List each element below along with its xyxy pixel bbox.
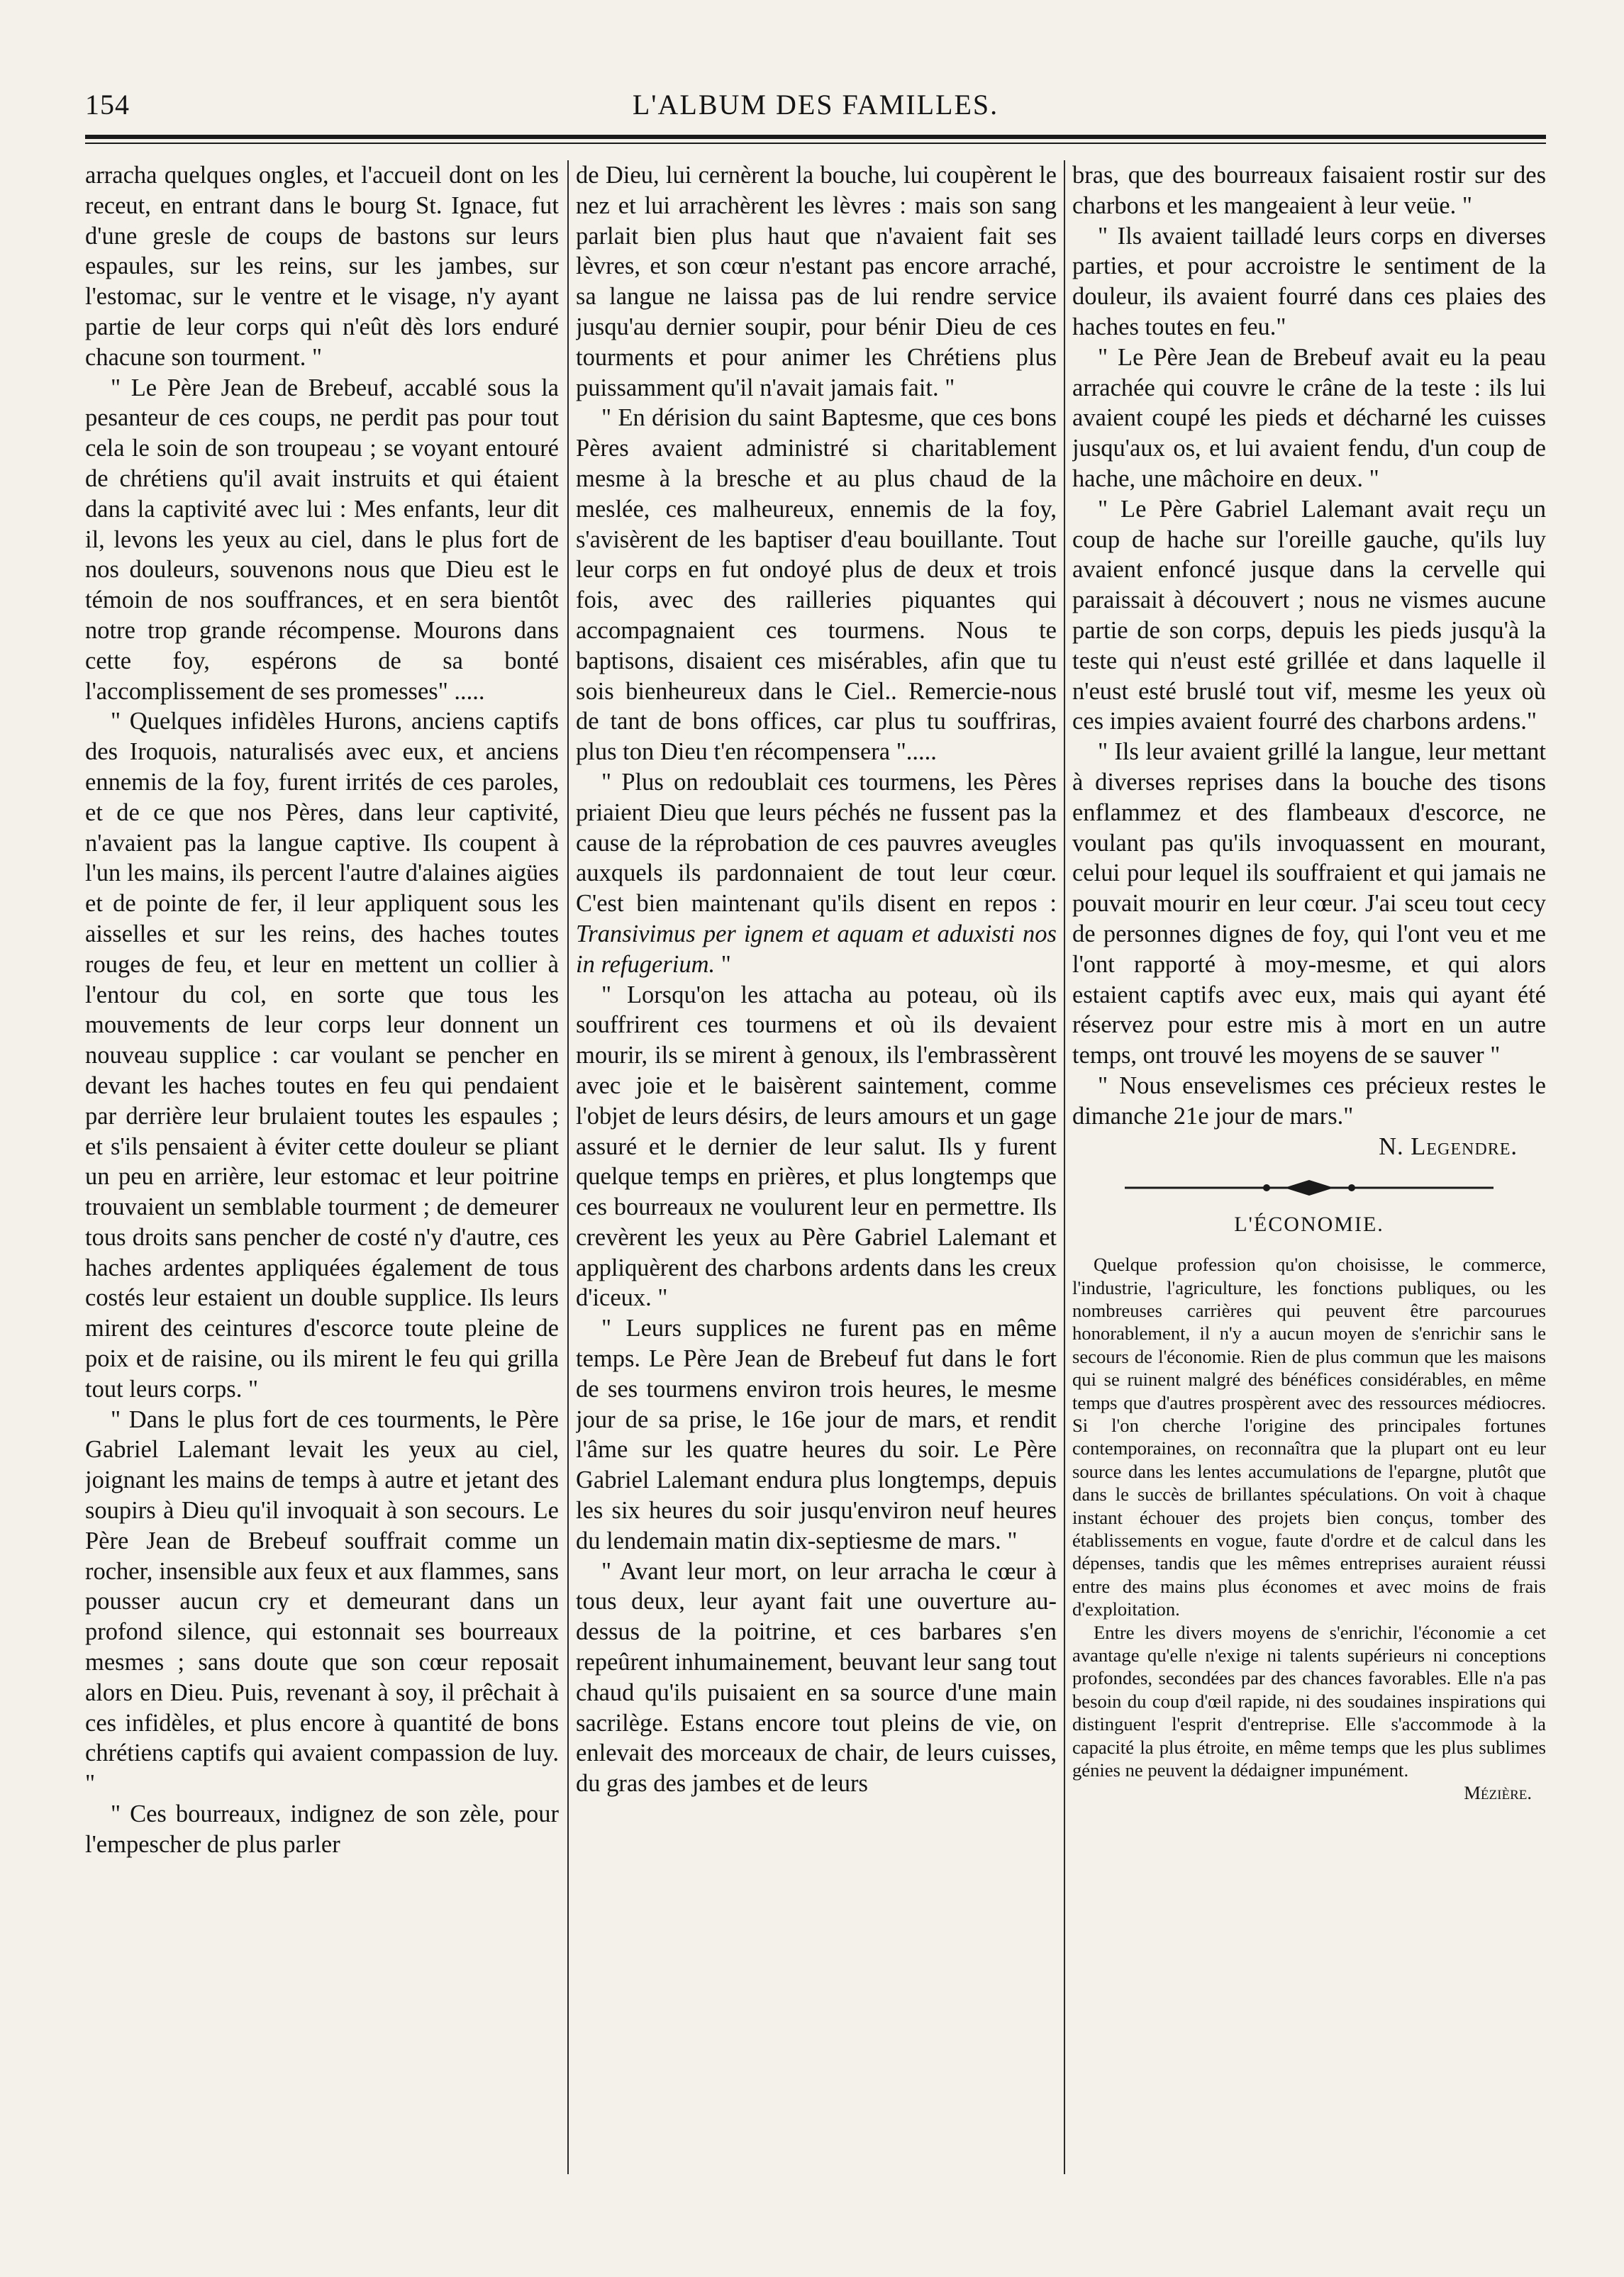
paragraph: " Ces bourreaux, indignez de son zèle, pour l'empescher de plus parler — [85, 1800, 559, 1858]
paragraph: " En dérision du saint Baptesme, que ces bons Pères avaient administré si charitablement mesme à la bresche et au plus chaud de la meslée, ces malheureux, ennemis de la foy, s'avisèrent de les baptiser d'eau bouillante. Tout leur corps en fut ondoyé plus de deux et trois fois, avec des railleries piquantes qui accompagnaient ces tourmens. Nous te baptisons, disaient ces misérables, afin que tu sois bienheureux dans le Ciel.. Remercie-nous de tant de bons offices, car plus tu souffriras, plus ton Dieu t'en récompensera "..... — [576, 404, 1057, 766]
column-2 — [576, 160, 1057, 2245]
journal-title: L'ALBUM DES FAMILLES. — [632, 89, 999, 121]
economie-article — [1072, 1253, 1546, 1805]
column-divider-2 — [1064, 160, 1065, 2174]
paragraph: de Dieu, lui cernèrent la bouche, lui coupèrent le nez et lui arrachèrent les lèvres : mais son sang parlait bien plus haut que n'avaient fait ses lèvres, et son cœur n'estant pas encore arraché, sa langue ne laissa pas de lui rendre service jusqu'au dernier soupir, pour bénir Dieu de ces tourments et pour animer les Chrétiens plus puissamment qu'il n'avait jamais fait. " — [576, 162, 1057, 401]
paragraph: " Ils avaient tailladé leurs corps en diverses parties, et pour accroistre le sentiment de la douleur, ils avaient fourré dans ces plaies des haches toutes en feu." — [1072, 222, 1546, 340]
paragraph: " Le Père Jean de Brebeuf avait eu la peau arrachée qui couvre le crâne de la teste : ils lui avaient coupé les pieds et décharné les cuisses jusqu'aux os, et lui avaient fendu, d'un coup de hache, une mâchoire en deux. " — [1072, 343, 1546, 492]
paragraph: " Quelques infidèles Hurons, anciens captifs des Iroquois, naturalisés avec eux, et anciens ennemis de la foy, furent irrités de ces paroles, et de ce que nos Pères, dans leur captivité, n'avaient pas la langue captive. Ils coupent à l'un les mains, ils percent l'autre d'alaines aigües et de pointe de fer, il leur appliquent sous les aisselles et sur les reins, des haches toutes rouges de feu, et leur en mettent un collier à l'entour du col, en sorte que tous les mouvements de leur corps leur donnent un nouveau supplice : car voulant se pencher en devant les haches toutes en feu qui pendaient par derrière leur brulaient toutes les espaules ; et s'ils pensaient à éviter cette douleur se pliant un peu en arrière, leur estomac et leur poitrine trouvaient un semblable tourment ; de demeurer tous droits sans pencher de costé n'y d'autre, ces haches ardentes appliquées également de tous costés leur estaient un double supplice. Ils leurs mirent des ceintures d'escorce toute pleine de poix et de raisine, ou ils mirent le feu qui grilla tout leurs corps. " — [85, 708, 559, 1403]
header-rule-thin — [85, 143, 1546, 144]
paragraph: " Dans le plus fort de ces tourments, le Père Gabriel Lalemant levait les yeux au ciel, joignant les mains de temps à autre et jetant des soupirs à Dieu qu'il invoquait à son secours. Le Père Jean de Brebeuf souffrait comme un rocher, insensible aux feux et aux flammes, sans pousser aucun cry et demeurant dans un profond silence, qui estonnait ses bourreaux mesmes ; sans doute que son cœur reposait alors en Dieu. Puis, revenant à soy, il prêchait à ces infidèles, et plus encore à quantité de bons chrétiens captifs qui avaient compassion de luy. " — [85, 1405, 559, 1798]
ornament-divider-icon — [1125, 1177, 1494, 1198]
section-ornament — [1072, 1176, 1546, 1204]
page-number: 154 — [85, 89, 130, 121]
paragraph: Quelque profession qu'on choisisse, le commerce, l'industrie, l'agriculture, les fonctions publiques, ou les nombreuses carrières qui peuvent être parcourues honorablement, il n'y a aucun moyen de s'enrichir sans le secours de l'économie. Rien de plus commun que les maisons qui se ruinent malgré des bénéfices considérables, en même temps que d'autres prospèrent avec des ressources médiocres. Si l'on cherche l'origine des principales fortunes contemporaines, on reconnaîtra que la plupart ont eu leur source dans les lentes accumulations de l'epargne, plutôt que dans le succès de brillantes spéculations. On voit à chaque instant échouer des projets bien conçus, tomber des établissements en vogue, faute d'ordre et de calcul dans les dépenses, tandis que les mêmes entreprises auraient réussi entre des mains plus économes et avec moins de frais d'exploitation. — [1072, 1254, 1546, 1620]
section-title: L'ÉCONOMIE. — [1234, 1213, 1384, 1237]
column-divider-1 — [567, 160, 569, 2174]
paragraph: " Le Père Gabriel Lalemant avait reçu un coup de hache sur l'oreille gauche, qu'ils luy avaient enfoncé jusque dans la cervelle qui paraissait à découvert ; nous ne vismes aucune partie de son corps, depuis les pieds jusqu'à la teste qui n'eust esté grillée et dans laquelle il n'eust esté bruslé tout vif, mesme les yeux où ces impies avaient fourré des charbons ardens." — [1072, 495, 1546, 735]
paragraph-text: " Plus on redoublait ces tourmens, les Pères priaient Dieu que leurs péchés ne fussent pas la cause de la réprobation de ces pauvres aveugles auxquels ils pardonnaient de tout leur cœur. C'est bien maintenant qu'ils disent en repos : — [576, 768, 1057, 918]
page-header — [85, 84, 1546, 126]
paragraph: " Le Père Jean de Brebeuf, accablé sous la pesanteur de ces coups, ne perdit pas pour tout cela le soin de son troupeau ; se voyant entouré de chrétiens qu'il avait instruits et qui étaient dans la captivité avec lui : Mes enfants, leur dit il, levons les yeux au ciel, dans le plus fort de nos douleurs, souvenons nous que Dieu est le témoin de nos souffrances, et en sera bientôt notre trop grande récompense. Mourons dans cette foy, espérons de sa bonté l'accomplissement de ses promesses" ..... — [85, 374, 559, 705]
column-3 — [1072, 160, 1546, 2245]
latin-quote: Transivimus per ignem et aquam et aduxisti nos in refugerium. — [576, 920, 1057, 978]
paragraph: bras, que des bourreaux faisaient rostir sur des charbons et les mangeaient à leur veüe. " — [1072, 162, 1546, 219]
article-author: Mézière. — [1464, 1782, 1532, 1804]
paragraph: " Leurs supplices ne furent pas en même temps. Le Père Jean de Brebeuf fut dans le fort de ses tourmens environ trois heures, le mesme jour de sa prise, le 16e jour de mars, et rendit l'âme sur les quatre heures du soir. Le Père Gabriel Lalemant endura plus longtemps, depuis les six heures du soir jusqu'environ neuf heures du lendemain matin dix-septiesme de mars. " — [576, 1315, 1057, 1554]
paragraph: arracha quelques ongles, et l'accueil dont on les receut, en entrant dans le bourg St. Ignace, fut d'une gresle de coups de bastons sur leurs espaules, sur les reins, sur les jambes, sur l'estomac, sur le ventre et le visage, n'y ayant partie de leur corps qui n'eût dès lors enduré chacune son tourment. " — [85, 162, 559, 371]
column-1 — [85, 160, 559, 2245]
header-rule-thick — [85, 135, 1546, 139]
paragraph: " Lorsqu'on les attacha au poteau, où ils souffrirent ces tourmens et où ils devaient mourir, ils se mirent à genoux, ils l'embrassèrent avec joie et le baisèrent saintement, comme l'objet de leurs désirs, de leurs amours et un gage assuré et le dernier de leur salut. Ils y furent quelque temps en prières, et plus longtemps que ces bourreaux ne voulurent leur en permettre. Ils crevèrent les yeux au Père Gabriel Lalemant et appliquèrent des charbons ardents dans les creux d'iceux. " — [576, 981, 1057, 1312]
paragraph: " Ils leur avaient grillé la langue, leur mettant à diverses reprises dans la bouche des tisons enflammez et des flambeaux d'escorce, ne voulant pas qu'ils invoquassent en mourant, celui pour lequel ils souffraient et qui jamais ne pouvait mourir en leur cœur. J'ai sceu tout cecy de personnes dignes de foy, qui l'ont veu et me l'ont rapporté à moy-mesme, et qui alors estaient captifs avec eux, mais qui ayant été réservez pour estre mis à mort en un autre temps, ont trouvé les moyens de se sauver " — [1072, 738, 1546, 1069]
article-signature: N. Legendre. — [1379, 1132, 1518, 1160]
paragraph: Entre les divers moyens de s'enrichir, l'économie a cet avantage qu'elle n'exige ni talents supérieurs ni conceptions profondes, secondées par des chances favorables. Elle n'a pas besoin du coup d'œil rapide, ni des soudaines inspirations qui distinguent l'esprit d'entreprise. Elle s'accommode à la capacité la plus étroite, en même temps que les plus sublimes génies ne peuvent la dédaigner impunément. — [1072, 1621, 1546, 1781]
paragraph: " Nous ensevelismes ces précieux restes le dimanche 21e jour de mars." — [1072, 1071, 1546, 1130]
paragraph: " Avant leur mort, on leur arracha le cœur à tous deux, leur ayant fait une ouverture au-dessus de la poitrine, et ces barbares s'en repeûrent inhumainement, beuvant leur sang tout chaud qu'ils puisaient en sa source d'une main sacrilège. Estans encore tout pleins de vie, on enlevait des morceaux de chair, de leurs cuisses, du gras des jambes et de leurs — [576, 1557, 1057, 1798]
closing-quote: " — [715, 950, 731, 978]
paragraph — [576, 767, 1057, 980]
